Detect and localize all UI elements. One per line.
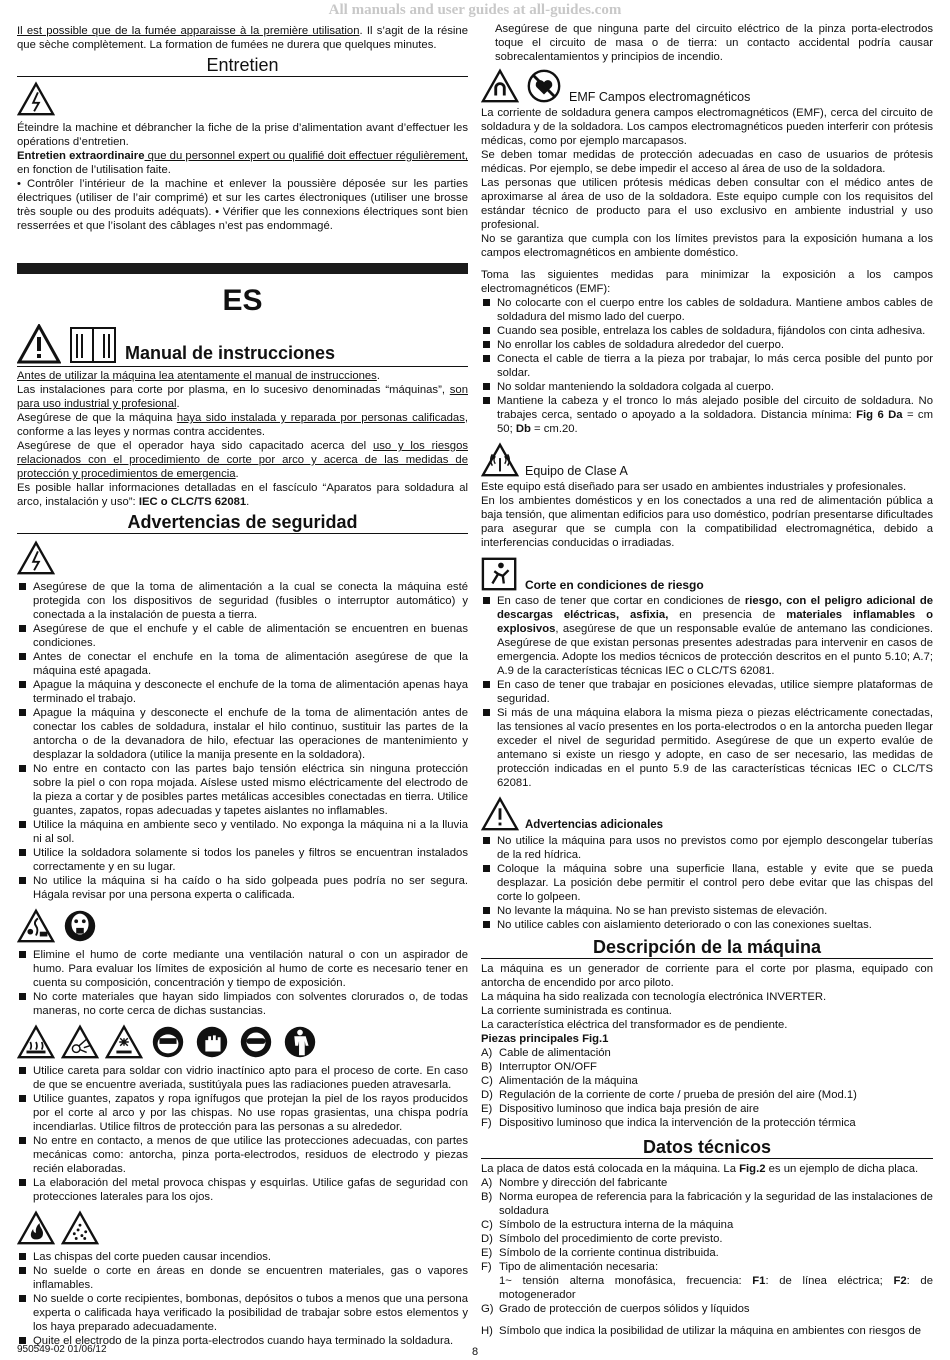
- entretien-p3: • Contrôler l’intérieur de la machine et enlever la poussière déposée sur les parties électriques (utiliser de l’air comprimé) et sur les cartes électroniques (utiliser une brosse très souple ou des produits adéquats). • Vérifier que les connexions électriques sont bien resserrées et que l’isolant des câblages n’est pas endommagé.: [17, 178, 468, 232]
- radiation-icon: [61, 1024, 99, 1060]
- entretien-icons: [17, 81, 468, 117]
- list-item: Conecta el cable de tierra a la pieza por trabajar, lo más cerca posible del punto por soldar.: [481, 352, 933, 380]
- tech-list-h: [481, 1324, 933, 1338]
- fumes-icon: [17, 908, 55, 944]
- list-item: Cuando sea posible, entrelaza los cables de soldadura, fijándolos con cinta adhesiva.: [481, 324, 933, 338]
- item-text: Tipo de alimentación necesaria:: [499, 1261, 659, 1273]
- parts-list: [481, 1046, 933, 1130]
- description-paragraph: La máquina ha sido realizada con tecnología electrónica INVERTER.: [481, 991, 827, 1003]
- safety-list-3: [17, 1064, 468, 1204]
- list-item: [481, 1060, 933, 1074]
- manual-p5-text: Es posible hallar informaciones detalladas en el fascículo “Aparatos para soldadura al arco, instalación y uso”:: [17, 482, 468, 508]
- list-item: No suelde o corte en áreas en donde se encuentren materiales, gas o vapores inflamables.: [17, 1264, 468, 1292]
- list-item: [481, 1218, 933, 1232]
- list-item: Utilice careta para soldar con vidrio inactínico apto para el proceso de corte. En caso de que se encuentre averiada, sustitúyala pues las radiaciones pueden atravesarla.: [17, 1064, 468, 1092]
- list-item: No entre en contacto con las partes bajo tensión eléctrica sin ninguna protección sobre la piel o con ropa mojada. Aíslese usted mismo eléctricamente del electrodo de la pieza a cortar y de posibles partes metálicas accesibles conectadas en tierra. Utilice guantes, zapatos, ropas adecuadas y tapetes aislantes no inflamables.: [17, 762, 468, 818]
- risk-title: Corte en condiciones de riesgo: [525, 578, 704, 592]
- item-letter: H): [481, 1325, 493, 1337]
- description-paragraph: La máquina es un generador de corriente para el corte por plasma, equipado con antorcha de encendido por arco piloto.: [481, 963, 933, 989]
- list-item: No suelde o corte recipientes, bombonas, depósitos o tubos a menos que una persona experta o calificada haya verificado la posibilidad de trabajar sobre estos elementos y los haya preparado adecuadamente.: [17, 1292, 468, 1334]
- risk-heading-row: [481, 556, 933, 592]
- entretien-p1: Éteindre la machine et débrancher la fiche de la prise d’alimentation avant d’effectuer les opérations d’entretien.: [17, 122, 468, 148]
- face-shield-icon: [149, 1024, 187, 1060]
- electric-shock-warning-icon: [17, 81, 55, 117]
- list-item: Si más de una máquina elabora la misma pieza o piezas eléctricamente conectadas, las tensiones al vacío presentes en los porta-electrodos o en la antorcha pueden llegar exceder el nivel de seguridad permitido. Asegúrese de que un experto evalúe de antemano si existe un riesgo y adopte, en caso de ser necesario, las medidas de protección indicadas en el punto 5.9 de las características técnicas IEC o CLC/TS 62081.: [481, 706, 933, 790]
- list-item: Utilice la máquina en ambiente seco y ventilado. No exponga la máquina ni a la lluvia ni al sol.: [17, 818, 468, 846]
- manual-p3-underlined: haya sido instalada y reparada por personas calificadas: [176, 412, 465, 424]
- tech-f-f2: F2: [893, 1275, 907, 1287]
- risk-1-rest: , asegúrese de que un responsable evalúe de antemano las condiciones. Asegúrese de que existan personas presentes adestradas para intervenir en casos de emergencia. Adopte los medios técnicos de protección descritos en el punto 5.10; A.7; A.9 de la características técnicas IEC o CLC/TS 62081.: [497, 623, 933, 677]
- manual-p4-underlined: uso y los riesgos relacionados con el procedimiento de corte por arco y acerca de las medidas de protección y procedimientos de emergencia: [17, 440, 468, 480]
- list-item: [481, 1116, 933, 1130]
- watermark: All manuals and user guides at all-guides.com: [328, 2, 622, 18]
- classA-p1: Este equipo está diseñado para ser usado en ambientes industriales y profesionales.: [481, 481, 907, 493]
- manual-p5-standard: IEC o CLC/TS 62081: [138, 496, 247, 508]
- tech-intro-fig: Fig.2: [739, 1163, 766, 1175]
- item-letter: E): [481, 1103, 493, 1115]
- item-text: Símbolo que indica la posibilidad de utilizar la máquina en ambientes con riesgos de: [499, 1325, 922, 1337]
- item-text: Grado de protección de cuerpos sólidos y líquidos: [499, 1303, 750, 1315]
- right-column: [481, 22, 933, 1338]
- tech-intro-rest: es un ejemplo de dicha placa.: [765, 1163, 919, 1175]
- classA-heading-row: [481, 442, 933, 478]
- item-letter: D): [481, 1233, 493, 1245]
- sparks-icon: [105, 1024, 143, 1060]
- item-text: Dispositivo luminoso que indica la intervención de la protección térmica: [499, 1117, 856, 1129]
- manual-p4: Asegúrese de que el operador haya sido capacitado acerca del uso y los riesgos relacionados con el procedimiento de corte por arco y acerca de las medidas de protección y procedimientos de emergencia.: [17, 440, 468, 480]
- list-item: Utilice guantes, zapatos y ropa ignífugos que protejan la piel de los rayos producidos por el corte al arco y por las chispas. No use ropas grasientas, una chispa podría incendiarlas. Utilice filtros de protección para las personas a su alrededor.: [17, 1092, 468, 1134]
- item-letter: A): [481, 1047, 493, 1059]
- manual-book-icon: [69, 324, 117, 364]
- entretien-heading: Entretien: [17, 54, 468, 77]
- manual-title: Manual de instrucciones: [125, 343, 336, 363]
- item-letter: B): [481, 1191, 493, 1203]
- list-item: Apague la máquina y desconecte el enchufe de la toma de alimentación apenas haya terminado el trabajo.: [17, 678, 468, 706]
- list-item: [481, 1324, 933, 1338]
- language-code: ES: [222, 284, 263, 317]
- right-top-paragraph: Asegúrese de que ninguna parte del circuito eléctrico de la pinza porta-electrodos toque el circuito de masa o de tierra: un contacto accidental podría causar sobrecalentamientos y principios de incendio.: [495, 23, 933, 63]
- emf-list-last: [481, 394, 933, 436]
- list-item: [481, 394, 933, 436]
- emf-p2: Se deben tomar medidas de protección adecuadas en caso de usuarios de prótesis médicas. Por ejemplo, se debe impedir el acceso al área de uso de la soldadora.: [481, 149, 933, 175]
- list-item: En caso de tener que trabajar en posiciones elevadas, utilice siempre plataformas de seguridad.: [481, 678, 933, 706]
- list-item: No corte materiales que hayan sido limpiados con solventes clorurados o, de todas maneras, no corte cerca de dichas sustancias.: [17, 990, 468, 1018]
- item-text: Interruptor ON/OFF: [499, 1061, 597, 1073]
- entretien-bold: Entretien extraordinaire: [17, 150, 145, 162]
- general-warning-icon: [17, 324, 61, 364]
- list-item: [481, 1246, 933, 1260]
- tech-list-g: [481, 1302, 933, 1316]
- safety-icons-1: [17, 540, 468, 576]
- list-item: Las chispas del corte pueden causar incendios.: [17, 1250, 468, 1264]
- list-item: No enrollar los cables de soldadura alrededor del cuerpo.: [481, 338, 933, 352]
- classA-p2: En los ambientes domésticos y en los conectados a una red de alimentación pública a baja tensión, que alimentan edificios para uso doméstico, podrían presentarse dificultades para asegurar que se cumpla con la compatibilidad electromagnética, debido a interferencias conducidas o irradiadas.: [481, 495, 933, 549]
- extra-list: [481, 834, 933, 932]
- emf-last-mid: = cm 50;: [497, 409, 933, 435]
- item-text: Nombre y dirección del fabricante: [499, 1177, 668, 1189]
- entretien-p2: [17, 149, 468, 177]
- safety-list-4: [17, 1250, 468, 1348]
- emf-last-text: Mantiene la cabeza y el tronco lo más alejado posible del circuito de soldadura. No trabajes cerca, sentado o apoyado a la soldadora. Distancia mínima:: [497, 395, 933, 421]
- emf-title: EMF Campos electromagnéticos: [569, 90, 751, 104]
- safety-heading: Advertencias de seguridad: [17, 511, 468, 534]
- risk-1-bold2: materiales inflamables o explosivos: [497, 609, 933, 635]
- safety-icons-3: [17, 1024, 468, 1060]
- list-item: [481, 1088, 933, 1102]
- antenna-warning-icon: [481, 442, 519, 478]
- list-item: Elimine el humo de corte mediante una ventilación natural o con un aspirador de humo. Para evaluar los límites de exposición al humo de corte es necesario tener en cuenta su composición, concentración y tiempo de exposición.: [17, 948, 468, 990]
- list-item: Utilice la soldadora solamente si todos los paneles y filtros se encuentran instalados correctamente y en su lugar.: [17, 846, 468, 874]
- emf-list: [481, 296, 933, 394]
- item-text: Símbolo de la corriente continua distribuida.: [499, 1247, 719, 1259]
- list-item: [481, 1260, 933, 1274]
- tech-intro-text: La placa de datos está colocada en la máquina. La: [481, 1163, 740, 1175]
- list-item: [481, 1176, 933, 1190]
- list-item: [481, 1046, 933, 1060]
- item-letter: F): [481, 1117, 492, 1129]
- protective-suit-icon: [281, 1024, 319, 1060]
- item-text: Regulación de la corriente de corte / prueba de presión del aire (Mod.1): [499, 1089, 857, 1101]
- safety-icons-2: [17, 908, 468, 944]
- list-item: No levante la máquina. No se han previsto sistemas de elevación.: [481, 904, 933, 918]
- list-item: No utilice la máquina si ha caído o ha sido golpeada pues podría no ser segura. Hágala revisar por una persona experta o calificada.: [17, 874, 468, 902]
- description-paragraph: La corriente suministrada es continua.: [481, 1005, 672, 1017]
- description-heading: Descripción de la máquina: [481, 936, 933, 959]
- list-item: Asegúrese de que el enchufe y el cable de alimentación se encuentren en buenas condiciones.: [17, 622, 468, 650]
- risk-person-icon: [481, 556, 519, 592]
- item-letter: A): [481, 1177, 493, 1189]
- manual-p1-text: Antes de utilizar la máquina lea atentamente el manual de instrucciones: [17, 370, 377, 382]
- emf-p3: Las personas que utilicen prótesis médicas deben consultar con el médico antes de aproximarse al área de uso de la soldadora. Este equipo cumple con los requisitos del estándar técnico de producto para el uso exclusivo en ambiente industrial y uso profesional.: [481, 177, 933, 231]
- tech-f-f1: F1: [752, 1275, 766, 1287]
- tech-f-end: : de motogenerador: [499, 1275, 933, 1301]
- intro-underlined: Il est possible que de la fumée apparaisse à la première utilisation: [17, 25, 360, 37]
- tech-list: [481, 1176, 933, 1274]
- list-item: [481, 1074, 933, 1088]
- item-letter: D): [481, 1089, 493, 1101]
- gas-mask-icon: [61, 908, 99, 944]
- item-letter: C): [481, 1075, 493, 1087]
- item-text: Símbolo del procedimiento de corte previsto.: [499, 1233, 723, 1245]
- item-letter: E): [481, 1247, 493, 1259]
- manual-p4-text: Asegúrese de que el operador haya sido capacitado acerca del: [17, 440, 373, 452]
- safety-icons-4: [17, 1210, 468, 1246]
- manual-p3-rest: , conforme a las leyes y normas contra accidentes.: [17, 412, 469, 438]
- manual-p1: Antes de utilizar la máquina lea atentamente el manual de instrucciones.: [17, 370, 380, 382]
- list-item: No colocarte con el cuerpo entre los cables de soldadura. Mantiene ambos cables de soldadura del mismo lado del cuerpo.: [481, 296, 933, 324]
- safety-list-1: [17, 580, 468, 902]
- list-item: No utilice cables con aislamiento deteriorado o con las conexiones sueltas.: [481, 918, 933, 932]
- item-text: Alimentación de la máquina: [499, 1075, 638, 1087]
- item-text: Dispositivo luminoso que indica baja presión de aire: [499, 1103, 759, 1115]
- entretien-rest: en fonction de l’utilisation faite.: [17, 164, 171, 176]
- pacemaker-icon: [525, 68, 563, 104]
- list-item: No utilice la máquina para usos no previstos como por ejemplo descongelar tuberías de la red hídrica.: [481, 834, 933, 862]
- intro-paragraph: [17, 24, 468, 52]
- item-text: Símbolo de la estructura interna de la máquina: [499, 1219, 734, 1231]
- list-item: La elaboración del metal provoca chispas y esquirlas. Utilice gafas de seguridad con protecciones laterales para los ojos.: [17, 1176, 468, 1204]
- risk-list: [481, 594, 933, 790]
- sparks-icon: [61, 1210, 99, 1246]
- intro-rest: . Il s’agit de la résine que sèche complètement. La formation de fumées ne durera que quelques minutes.: [17, 25, 468, 51]
- manual-p2: Las instalaciones para corte por plasma, en lo sucesivo denominadas “máquinas”, son para uso industrial y profesional.: [17, 384, 468, 410]
- item-letter: C): [481, 1219, 493, 1231]
- section-divider-bar: [17, 263, 468, 274]
- manual-p2-underlined: son para uso industrial y profesional: [17, 384, 468, 410]
- risk-1-mid: en presencia de: [668, 609, 787, 621]
- tech-f-detail: [481, 1274, 933, 1302]
- list-item: Asegúrese de que la toma de alimentación a la cual se conecta la máquina esté protegida con los dispositivos de seguridad (fusibles o interruptor automático) y conectada a la instalación de puesta a tierra.: [17, 580, 468, 622]
- manual-heading-row: [17, 324, 468, 367]
- item-letter: F): [481, 1261, 492, 1273]
- manual-p3-text: Asegúrese de que la máquina: [17, 412, 177, 424]
- emf-last-fig: Fig 6 Da: [856, 409, 903, 421]
- list-item: [481, 1232, 933, 1246]
- tech-intro: [481, 1162, 933, 1176]
- list-item: [481, 1190, 933, 1218]
- extra-heading-row: [481, 796, 933, 832]
- emf-p4: No se garantiza que cumpla con los límites previstos para la exposición humana a los campos electromagnéticos en ambiente doméstico.: [481, 233, 933, 259]
- list-item: Apague la máquina y desconecte el enchufe de la toma de alimentación antes de conectar los cables de soldadura, instalar el hilo continuo, sustituir las partes de la antorcha o de la devanadora de hilo, efectuar las operaciones de mantenimiento y desplazar la soldadora (utilice la manija presente en la soldadora).: [17, 706, 468, 762]
- left-column: [17, 24, 468, 1348]
- gloves-icon: [193, 1024, 231, 1060]
- item-text: Norma europea de referencia para la fabricación y la seguridad de las instalaciones de soldadura: [499, 1191, 933, 1217]
- description-paragraphs: [481, 962, 933, 1032]
- general-warning-icon: [481, 796, 519, 832]
- hot-surface-icon: [17, 1024, 55, 1060]
- item-letter: G): [481, 1303, 494, 1315]
- document-code: 950549-02 01/06/12: [17, 1344, 107, 1355]
- risk-1-bold: riesgo, con el peligro adicional de descargas eléctricas, asfixia,: [497, 595, 933, 621]
- item-letter: B): [481, 1061, 493, 1073]
- list-item: Antes de conectar el enchufe en la toma de alimentación asegúrese de que la máquina esté apagada.: [17, 650, 468, 678]
- entretien-underlined: que du personnel expert ou qualifié doit effectuer régulièrement,: [144, 150, 468, 162]
- emf-heading-row: [481, 68, 933, 104]
- extra-title: Advertencias adicionales: [525, 819, 664, 831]
- list-item: [481, 1102, 933, 1116]
- emf-last-end: = cm.20.: [530, 423, 578, 435]
- manual-p2-text: Las instalaciones para corte por plasma, en lo sucesivo denominadas “máquinas”,: [17, 384, 450, 396]
- list-item: [481, 1302, 933, 1316]
- safety-list-2: [17, 948, 468, 1018]
- list-item: No soldar manteniendo la soldadora colgada al cuerpo.: [481, 380, 933, 394]
- list-item: [481, 594, 933, 678]
- page-number: 8: [471, 1346, 479, 1358]
- magnet-icon: [481, 68, 519, 104]
- goggles-icon: [237, 1024, 275, 1060]
- manual-p3: [17, 411, 468, 439]
- classA-title: Equipo de Clase A: [525, 464, 628, 478]
- item-text: Cable de alimentación: [499, 1047, 611, 1059]
- emf-p1: La corriente de soldadura genera campos electromagnéticos (EMF), cerca del circuito de soldadura y de la soldadora. Los campos electromagnéticos pueden interferir con prótesis médicas, como por ejemplo marcapasos.: [481, 107, 933, 147]
- list-item: Quite el electrodo de la pinza porta-electrodos cuando haya terminado la soldadura.: [17, 1334, 468, 1348]
- list-item: No entre en contacto, a menos de que utilice las protecciones adecuadas, con partes mecánicas como: antorcha, pinza porta-electrodos, residuos de electrodo y piezas recién elaboradas.: [17, 1134, 468, 1176]
- risk-1-text: En caso de tener que cortar en condiciones de: [497, 595, 745, 607]
- description-paragraph: La característica eléctrica del transformador es de pendiente.: [481, 1019, 788, 1031]
- fire-icon: [17, 1210, 55, 1246]
- emf-last-db: Db: [515, 423, 531, 435]
- list-item: Coloque la máquina sobre una superficie llana, estable y evite que se pueda desplazar. La posición debe permitir el control pero debe evitar que las chispas del corte lo golpeen.: [481, 862, 933, 904]
- manual-p5: Es posible hallar informaciones detalladas en el fascículo “Aparatos para soldadura al arco, instalación y uso”: IEC o CLC/TS 62081.: [17, 482, 468, 508]
- parts-title: Piezas principales Fig.1: [481, 1033, 609, 1045]
- emf-measures: Toma las siguientes medidas para minimizar la exposición a los campos electromagnéticos (EMF):: [481, 269, 933, 295]
- electric-shock-warning-icon: [17, 540, 55, 576]
- tech-f-mid: : de línea eléctrica;: [765, 1275, 894, 1287]
- tech-heading: Datos técnicos: [481, 1136, 933, 1159]
- tech-f-text: 1~ tensión alterna monofásica, frecuencia:: [499, 1275, 753, 1287]
